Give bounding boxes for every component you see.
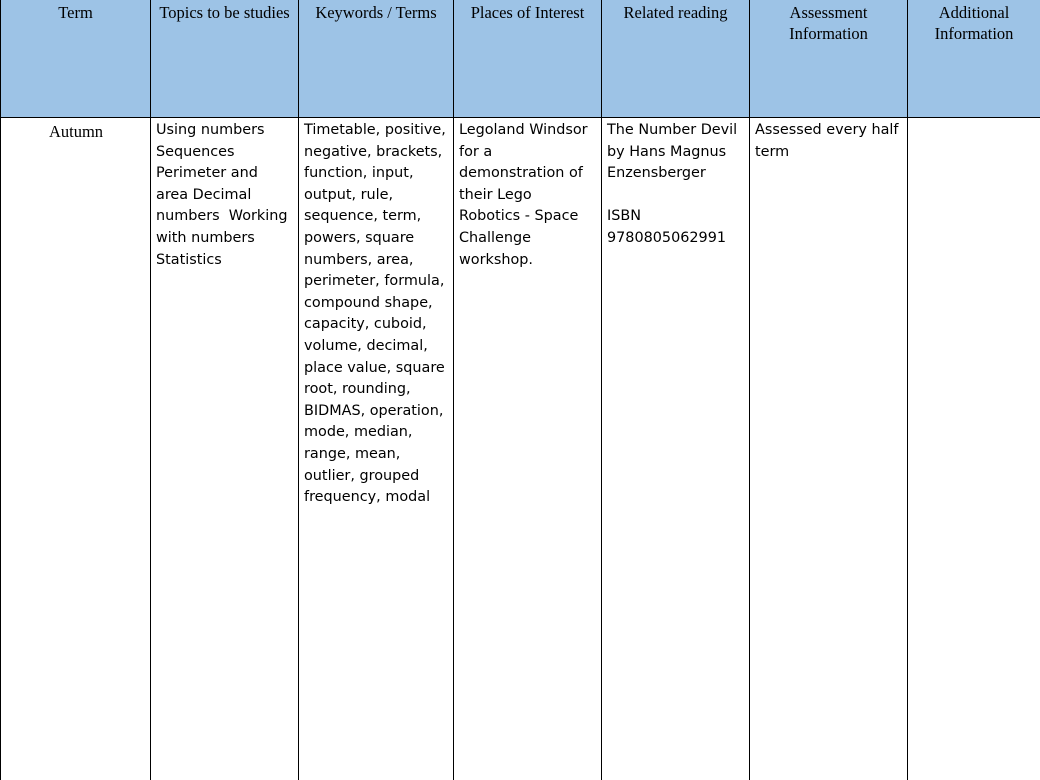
header-assessment: Assessment Information bbox=[750, 0, 908, 118]
keyword-line: function, input, bbox=[304, 165, 414, 182]
reading-line: Enzensberger bbox=[607, 165, 706, 182]
isbn-label: ISBN bbox=[607, 208, 642, 225]
place-line: workshop. bbox=[459, 251, 533, 268]
assessment-line: Assessed every half bbox=[755, 122, 899, 138]
keyword-line: place value, square bbox=[304, 359, 445, 376]
additional-cell bbox=[908, 118, 1040, 780]
topic-line: numbers Working bbox=[156, 208, 288, 225]
header-topics: Topics to be studies bbox=[151, 0, 299, 118]
topic-line: with numbers bbox=[156, 229, 255, 246]
topics-cell bbox=[151, 118, 299, 780]
keyword-line: frequency, modal bbox=[304, 489, 431, 506]
keyword-line: powers, square bbox=[304, 229, 415, 246]
header-keywords: Keywords / Terms bbox=[299, 0, 454, 118]
spacer bbox=[607, 185, 745, 207]
assessment-cell bbox=[750, 118, 908, 780]
place-line: demonstration of bbox=[459, 165, 583, 182]
assessment-line: term bbox=[755, 143, 790, 160]
keyword-line: negative, brackets, bbox=[304, 143, 443, 160]
places-cell bbox=[454, 118, 602, 780]
place-line: their Lego bbox=[459, 186, 532, 203]
keywords-cell bbox=[299, 118, 454, 780]
keyword-line: sequence, term, bbox=[304, 208, 422, 225]
table-row bbox=[1, 118, 1040, 780]
keyword-line: mode, median, bbox=[304, 424, 413, 441]
header-reading: Related reading bbox=[602, 0, 750, 118]
keyword-line: root, rounding, bbox=[304, 381, 411, 398]
topic-line: Statistics bbox=[156, 251, 222, 268]
keyword-line: BIDMAS, operation, bbox=[304, 402, 444, 419]
keyword-line: perimeter, formula, bbox=[304, 273, 445, 290]
place-line: Legoland Windsor bbox=[459, 122, 588, 138]
header-term: Term bbox=[1, 0, 151, 118]
keyword-line: volume, decimal, bbox=[304, 337, 428, 354]
isbn-number: 9780805062991 bbox=[607, 229, 727, 246]
header-row bbox=[1, 0, 1040, 118]
reading-cell bbox=[602, 118, 750, 780]
place-line: for a bbox=[459, 143, 493, 160]
keyword-line: range, mean, bbox=[304, 445, 401, 462]
keyword-line: capacity, cuboid, bbox=[304, 316, 427, 333]
place-line: Robotics - Space bbox=[459, 208, 579, 225]
keyword-line: output, rule, bbox=[304, 186, 394, 203]
keyword-line: numbers, area, bbox=[304, 251, 414, 268]
topic-line: Using numbers bbox=[156, 122, 265, 138]
keyword-line: Timetable, positive, bbox=[304, 122, 446, 138]
term-cell: Autumn bbox=[1, 118, 151, 780]
header-additional: Additional Information bbox=[908, 0, 1040, 118]
header-places: Places of Interest bbox=[454, 0, 602, 118]
keyword-line: compound shape, bbox=[304, 294, 433, 311]
topic-line: Perimeter and bbox=[156, 165, 258, 182]
reading-line: by Hans Magnus bbox=[607, 143, 727, 160]
keyword-line: outlier, grouped bbox=[304, 467, 420, 484]
topic-line: Sequences bbox=[156, 143, 235, 160]
topic-line: area Decimal bbox=[156, 186, 252, 203]
reading-line: The Number Devil bbox=[607, 122, 738, 138]
place-line: Challenge bbox=[459, 229, 531, 246]
